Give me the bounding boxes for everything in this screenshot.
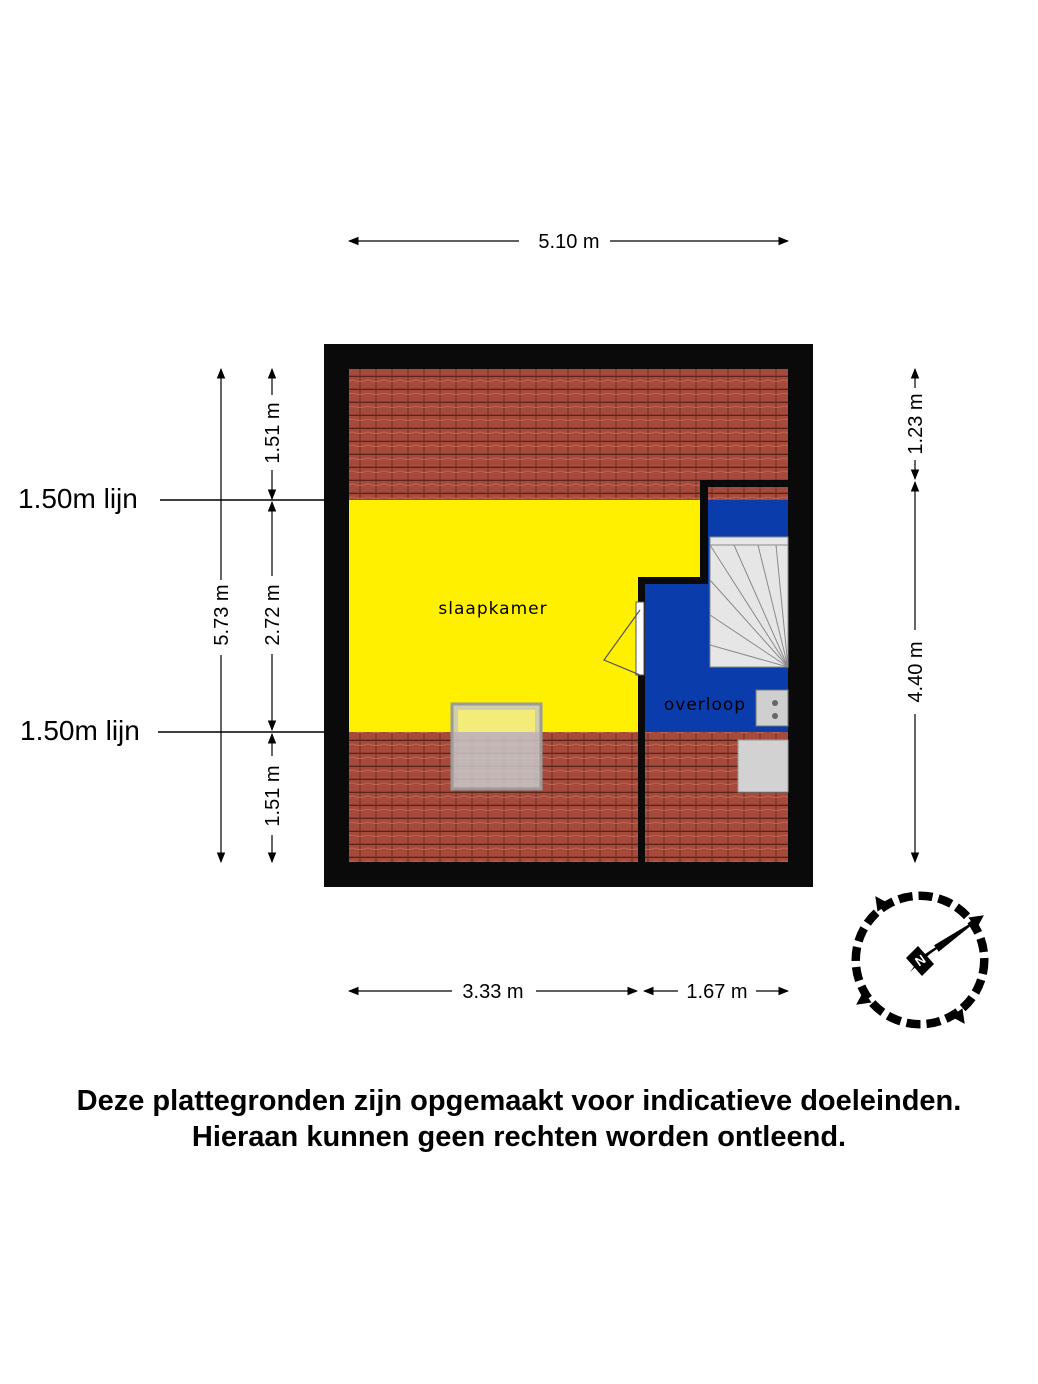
- svg-text:N: N: [912, 951, 929, 970]
- skylight-window: [452, 704, 541, 789]
- disclaimer-line-1: Deze plattegronden zijn opgemaakt voor indicatieve doeleinden.: [76, 1085, 962, 1117]
- boiler-unit: [756, 690, 788, 726]
- bedroom-area-upper: [638, 500, 700, 577]
- dim-bottom-left-label: 3.33 m: [462, 981, 524, 1003]
- dim-right-seg2-label: 4.40 m: [905, 641, 927, 703]
- dim-top-label: 5.10 m: [538, 231, 600, 253]
- bedroom-label: slaapkamer: [438, 599, 548, 619]
- dim-bottom-right-label: 1.67 m: [686, 981, 748, 1003]
- dim-left-seg1-label: 1.51 m: [262, 402, 284, 464]
- compass-rose-icon: [811, 851, 1028, 1068]
- inner-wall-stair-top: [700, 480, 788, 487]
- height-line-top-label: 1.50m lijn: [18, 483, 138, 514]
- dim-left-seg3-label: 1.51 m: [262, 765, 284, 827]
- inner-wall-step: [638, 577, 708, 584]
- dim-left-seg2-label: 2.72 m: [262, 584, 284, 646]
- dim-right-seg1-label: 1.23 m: [905, 393, 927, 455]
- inner-wall-stair: [700, 480, 708, 584]
- disclaimer-line-2: Hieraan kunnen geen rechten worden ontleend.: [191, 1121, 847, 1153]
- dim-left-total-label: 5.73 m: [211, 584, 233, 646]
- height-line-bottom-label: 1.50m lijn: [20, 715, 140, 746]
- landing-label: overloop: [663, 695, 747, 715]
- staircase: [710, 537, 788, 667]
- cabinet-unit: [738, 740, 788, 792]
